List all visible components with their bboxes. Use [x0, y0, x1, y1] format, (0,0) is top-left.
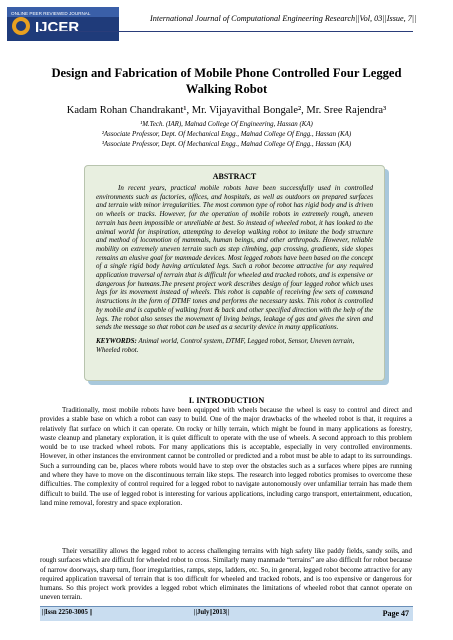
journal-header: International Journal of Computational Engineering Research||Vol, 03||Issue, 7||: [150, 14, 417, 23]
journal-logo: [7, 7, 119, 41]
abstract-box: [84, 165, 385, 381]
keywords: [96, 337, 373, 354]
affiliation-3: ³Associate Professor, Dept. Of Mechanical Engg., Malnad College Of Engg., Hassan (KA): [101, 141, 352, 148]
affiliations: [20, 120, 433, 150]
body-paragraph-1: Traditionally, most mobile robots have been equipped with wheels because the wheel is easy to control and direct and provides a stable base on which a robot can easy to build. One of the major drawbacks of the wheeled robot is that, it requires a relatively flat surface on which it can operate. On rocky or hilly terrain, which might be found in many applications as forestry, waste cleanup and planetary exploration, it is quiet difficult to operate with the use of wheels. A second approach to this problem would be to use tracked wheel robots. For many applications this is acceptable, especially in very controlled environments. However, in other instances the environment cannot be controlled or predicted and a robot must be able to adapt to its surroundings. Such a surrounding can be, places where robots would have to step over the obstacles such as a surfaces where pipes are running and where they have to move on the discontinuous terrain like steps. The research into legged robotics promises to overcome these difficulties. The complexity of control required for a legged robot to navigate autonomously over unfamiliar terrain has made them difficult to build. The use of legged robot is interesting for various applications, including cargo transport, entertainment, education, land mine removal, forestry and space exploration.: [40, 406, 412, 507]
affiliation-2: ²Associate Professor, Dept. Of Mechanical Engg., Malnad College Of Engg., Hassan (KA): [101, 131, 352, 138]
section-heading: I. INTRODUCTION: [188, 395, 265, 405]
author-list: Kadam Rohan Chandrakant¹, Mr. Vijayavithal Bongale², Mr. Sree Rajendra³: [66, 105, 387, 116]
footer-date: ||July||2013||: [194, 609, 230, 616]
paper-title: Design and Fabrication of Mobile Phone Controlled Four Legged Walking Robot: [51, 66, 402, 96]
logo-text: IJCER: [35, 19, 80, 36]
page-number: Page 47: [382, 609, 409, 618]
abstract-text: In recent years, practical mobile robots have been successfully used in controlled environments such as factories, offices, and hospitals, as well as outdoors on prepared surfaces and terrain with minor irregularities. The most common type of robot has rigid body and is driven on wheels or tracks. However, for the operation of mobile robots in extremely rough, uneven terrain has been impossible or unreliable at best. So instead of wheeled robot, it has looked to the animal world for inspiration, attempting to develop walking robot to imitate the body structure and method of locomotion of mammals, human beings, and other arthropods. However, reliable mobility on extremely uneven terrain such as step climbing, gap crossing, gradients, side slopes remains an elusive goal for manmade devices. Most legged robots have been based on the concept of a single rigid body having articulated legs. Such a robot become attractive for any required application traversal of terrain that is difficult for wheeled and tracked robots, and is expensive or dangerous for humans.The present project work describes design of four legged robot which uses legs for its movement instead of wheels. This robot is capable of receiving few sets of command instructions in the form of DTMF tones and performs the necessary tasks. This robot is controlled by mobile and is capable of walking front & back and other specified direction with the help of the legs. The robot also senses the movement of living beings, leakage of gas and gives the siren and sends the message so that robot can be used as a security device in many applications.: [96, 184, 373, 332]
footer-issn: ||Issn 2250-3005 ||: [42, 609, 93, 616]
affiliation-1: ¹M.Tech. (IAR), Malnad College Of Engineering, Hassan (KA): [140, 121, 313, 128]
abstract-heading: ABSTRACT: [212, 172, 257, 181]
body-paragraph-2: Their versatility allows the legged robot to access challenging terrains with high safety like paddy fields, sandy soils, and rough surfaces which are difficult for wheeled robot to cross. Similarly many manmade “terrains” are also difficult for robot because of narrow doorways, sharp turn, floor irregularities, ramps, steps, ladders, etc. So, in general, legged robot become attractive for any required application traversal of terrain that is too difficult for wheeled and tracked robots, and is too expensive or dangerous for humans. So this project work provides a legged robot which eliminates the limitations of wheeled robot that cannot operate on uneven terrain.: [40, 547, 412, 602]
keywords-list: Animal world, Control system, DTMF, Legged robot, Sensor, Uneven terrain, Wheeled robot.: [96, 336, 355, 354]
keywords-label: KEYWORDS:: [96, 336, 137, 345]
header-divider: [40, 31, 413, 32]
logo-tagline: ONLINE PEER REVIEWED JOURNAL: [11, 11, 91, 16]
page-footer: [40, 606, 413, 621]
